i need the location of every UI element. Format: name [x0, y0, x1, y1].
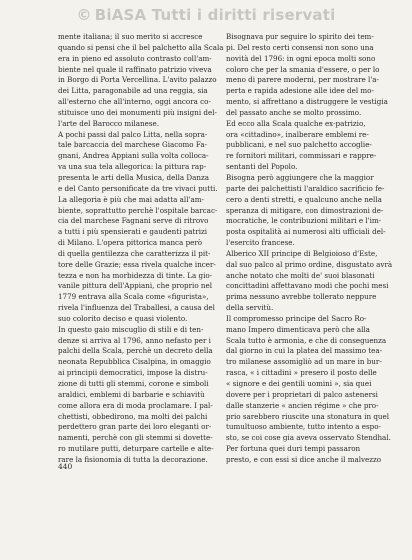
text-line: rare la fisionomia di tutta la decorazione. — [58, 454, 208, 464]
text-line: stituisce uno dei monumenti più insigni del- — [58, 107, 217, 117]
text-line: Bisognava pur seguire lo spirito dei tem- — [226, 32, 374, 41]
text-line: tore delle Grazie; essa rivela qualche incer- — [58, 259, 216, 269]
text-line: suo colorito deciso e quasi violento. — [58, 313, 188, 323]
text-line: parte dei palchettisti l'araldico sacrificio fe- — [226, 183, 385, 193]
text-line: l'arte del Barocco milanese. — [58, 118, 159, 128]
text-line: di quella gentilezza che caratterizza il pit- — [58, 248, 211, 258]
text-line: ora «cittadino», inalberare emblemi re- — [226, 129, 369, 139]
text-line: l'esercito francese. — [226, 238, 295, 248]
text-line: rasca, « i cittadini » presero il posto delle — [226, 368, 377, 378]
page-number: 440 — [58, 462, 73, 471]
text-line: prima nessuno avrebbe tollerato neppure — [226, 292, 377, 302]
text-line: tro milanese assomigliò ad un mare in bur- — [226, 357, 382, 367]
text-line: rivela l'influenza del Traballesi, a causa del — [58, 303, 215, 313]
text-line: cero a denti stretti, e qualcuno anche nella — [226, 194, 382, 204]
text-line: della servitù. — [226, 303, 274, 313]
text-line: mento, si affrettano a distruggere le vestigia — [226, 97, 388, 107]
text-line: sto, se coi cose gia aveva osservato Stendhal. — [226, 433, 391, 443]
text-line: palchi della Scala, perchè un decreto della — [58, 346, 213, 356]
text-line: 1779 entrava alla Scala come «figurista», — [58, 292, 209, 302]
text-line: denze si arriva al 1796, anno nefasto per i — [58, 335, 211, 345]
text-line: araldici, emblemi di barbarie e schiavitù — [58, 389, 205, 399]
text-line: Ed ecco alla Scala qualche ex-patrizio, — [226, 118, 366, 128]
text-line: zione di tutti gli stemmi, corone e simboli — [58, 379, 209, 388]
left-text-column — [58, 32, 236, 466]
text-line: posta ospitalità ai numerosi alti ufficiali del- — [226, 227, 386, 237]
text-line: re fornitori militari, commissari e rappre- — [226, 151, 377, 161]
text-line: perdettero gran parte dei loro eleganti or- — [58, 422, 212, 432]
text-line: anche notato che molti de' suoi blasonati — [226, 270, 375, 280]
text-line: di Milano. L'opera pittorica manca però — [58, 238, 203, 248]
text-line: perta e rapida adesione alle idee del mo- — [226, 86, 374, 96]
text-line: mano Impero dimenticava però che alla — [226, 324, 370, 334]
right-text-column — [226, 32, 404, 466]
text-line: presto, e con essi si dice anche il malvezzo — [226, 454, 382, 464]
text-line: chettisti, obbedirono, ma molti dei palchi — [58, 411, 208, 421]
copyright-icon: © — [76, 6, 92, 24]
text-line: « signore e dei gentili uomini », sia quei — [226, 379, 372, 388]
text-line: La allegoria è più che mai adatta all'am- — [58, 194, 204, 204]
text-line: Alberico XII principe di Belgioioso d'Este, — [226, 248, 378, 258]
text-line: pi. Del resto certi consensi non sono una — [226, 42, 374, 52]
copyright-watermark-header — [0, 0, 412, 30]
text-line: coloro che per la smania d'essere, o per lo — [226, 64, 380, 74]
text-line: sentanti del Popolo. — [226, 162, 298, 172]
text-line: speranza di mitigare, con dimostrazioni de- — [226, 205, 384, 215]
text-line: del passato anche se molto prossimo. — [226, 107, 362, 117]
text-line: A pochi passi dal palco Litta, nella sopra- — [58, 129, 208, 139]
text-line: dei Litta, paragonabile ad una reggia, sia — [58, 86, 208, 96]
text-line: vanile pittura dell'Appiani, che proprio nel — [58, 281, 212, 291]
text-line: pubblicani, e nel suo palchetto accoglie- — [226, 140, 372, 150]
text-line: novità del 1796: in ogni epoca molti sono — [226, 53, 376, 63]
text-line: era in pieno ed assoluto contrasto coll'am- — [58, 53, 212, 63]
text-line: biente nel quale il raffinato patrizio viveva — [58, 64, 212, 74]
text-line: in Borgo di Porta Vercellina. L'avito palazzo — [58, 75, 217, 85]
text-line: prio sarebbero riuscite una stonatura in quel — [226, 411, 390, 421]
text-line: tale barcaccia del marchese Giacomo Fa- — [58, 140, 208, 150]
text-line: dal suo palco al primo ordine, disgustato avrà — [226, 259, 393, 269]
text-line: Scala tutto è armonia, e che di conseguenza — [226, 335, 387, 345]
text-line: Bisogna però aggiungere che la maggior — [226, 172, 374, 182]
watermark-text: BiASA Tutti i diritti riservati — [94, 6, 336, 24]
text-line: all'esterno che all'interno, oggi ancora co- — [58, 97, 211, 107]
text-line: In questo gaio miscuglio di stili e di ten- — [58, 324, 204, 334]
text-line: ai principii democratici, impose la distru- — [58, 368, 208, 378]
text-line: cia del marchese Fagnani serve di ritrovo — [58, 216, 209, 226]
text-line: presenta le arti della Musica, della Danza — [58, 172, 210, 182]
text-line: concittadini affettavano modi che pochi mesi — [226, 281, 389, 291]
text-line: tezza e non ha morbidezza di tinte. La gio- — [58, 270, 213, 280]
text-line: ro mutilare putti, deturpare cartelle e alte- — [58, 444, 214, 454]
text-line: meno di parere moderni, per mostrare l'a- — [226, 75, 379, 85]
text-line: a tutti i più spensierati e gaudenti patrizi — [58, 227, 208, 237]
text-line: va una sua tela allegorica: la pittura rap- — [58, 162, 207, 172]
text-line: dalle stanzerie « ancien régime » che pro- — [226, 400, 379, 410]
text-line: mente italiana; il suo merito si accresce — [58, 32, 203, 41]
text-line: neonata Repubblica Cisalpina, in omaggio — [58, 357, 211, 367]
text-line: e del Canto personificate da tre vivaci putti. — [58, 183, 218, 193]
text-line: dovere per i proprietari di palco astenersi — [226, 389, 378, 399]
text-line: Il compromesso principe del Sacro Ro- — [226, 313, 367, 323]
text-line: gnani, Andrea Appiani sulla volta colloca- — [58, 151, 209, 161]
text-line: quando si pensi che il bel palchetto alla Scala — [58, 42, 224, 52]
text-line: mocratiche, le contribuzioni militari e l'im- — [226, 216, 382, 226]
text-line: namenti, perchè con gli stemmi si dovette- — [58, 433, 213, 443]
text-line: tumultuoso ambiente, tutto intento a espo- — [226, 422, 381, 432]
text-line: biente, soprattutto perchè l'ospitale barcac- — [58, 205, 218, 215]
text-line: Per fortuna quei duri tempi passaron — [226, 444, 361, 454]
text-line: dal giorno in cui la platea del massimo tea- — [226, 346, 383, 356]
text-line: come allora era di moda proclamare. I pal- — [58, 400, 213, 410]
